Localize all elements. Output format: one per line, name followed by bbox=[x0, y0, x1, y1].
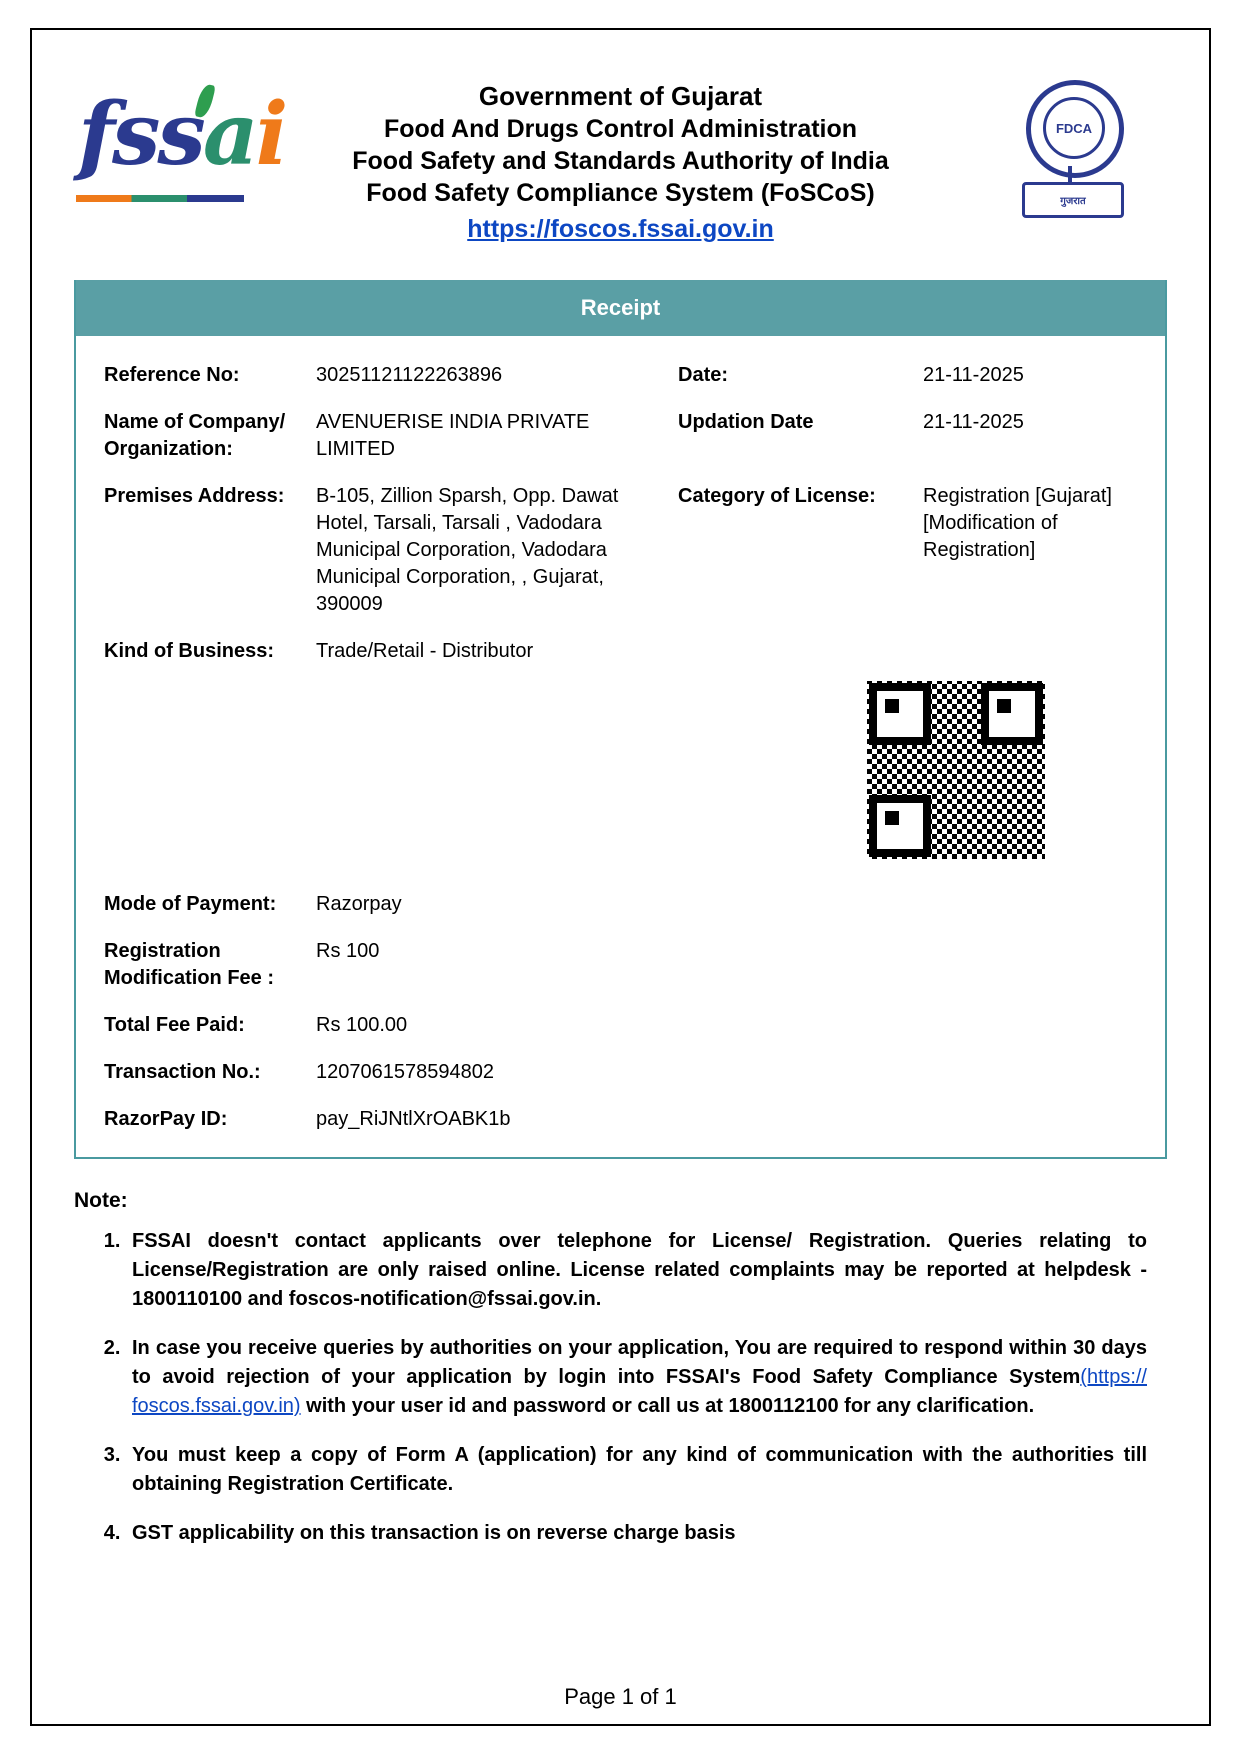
company-value: AVENUERISE INDIA PRIVATE LIMITED bbox=[316, 411, 590, 461]
gear-icon bbox=[1026, 80, 1124, 178]
mode-of-payment-value: Razorpay bbox=[316, 893, 402, 916]
note-item-2-tail: with your user id and password or call us at 1800112100 for any clarification. bbox=[306, 1395, 1035, 1418]
qr-row bbox=[76, 675, 1165, 881]
razorpay-id-value: pay_RiJNtlXrOABK1b bbox=[316, 1108, 511, 1131]
fssai-wordmark: fssai bbox=[78, 84, 286, 185]
fssai-logo-icon bbox=[76, 74, 286, 214]
fssai-logo-container bbox=[76, 68, 286, 214]
registration-modification-fee-value: Rs 100 bbox=[316, 940, 380, 963]
row-mode-of-payment bbox=[76, 881, 1165, 928]
reference-no-value: 30251121122263896 bbox=[316, 364, 503, 387]
header-titles bbox=[266, 68, 975, 244]
updation-date-label: Updation Date bbox=[678, 411, 814, 434]
note-heading: Note: bbox=[74, 1189, 128, 1213]
fdca-logo-container bbox=[975, 68, 1165, 218]
reference-no-label: Reference No: bbox=[104, 364, 240, 387]
company-label: Name of Company/ Organization: bbox=[104, 411, 286, 461]
registration-modification-fee-label: Registration Modification Fee : bbox=[104, 940, 274, 990]
foscos-inline-link[interactable]: (https:// foscos.fssai.gov.in) bbox=[132, 1366, 1147, 1418]
total-fee-paid-value: Rs 100.00 bbox=[316, 1014, 408, 1037]
transaction-no-label: Transaction No.: bbox=[104, 1061, 261, 1084]
receipt-card bbox=[74, 280, 1167, 1159]
note-item-3: 3. You must keep a copy of Form A (application) for any kind of communication with the authorities till obtaining Registration Certificate. bbox=[126, 1441, 1147, 1499]
notes-list bbox=[104, 1227, 1147, 1548]
tricolor-underline-icon bbox=[76, 195, 244, 202]
row-reference-no bbox=[76, 352, 1165, 399]
note-item-1: 1. FSSAI doesn't contact applicants over telephone for License/ Registration. Queries relating to License/Registration are only raised online. License related complaints may be reported at helpdesk - 1800110100 and foscos-notification@fssai.gov.in. bbox=[126, 1227, 1147, 1314]
receipt-details bbox=[76, 336, 1165, 1157]
header-line-2: Food And Drugs Control Administration bbox=[383, 115, 858, 144]
total-fee-paid-label: Total Fee Paid: bbox=[104, 1014, 245, 1037]
kind-of-business-label: Kind of Business: bbox=[104, 640, 275, 663]
qr-finder-top-right bbox=[981, 683, 1043, 745]
row-total-fee bbox=[76, 1002, 1165, 1049]
transaction-no-value: 1207061578594802 bbox=[316, 1061, 494, 1084]
header-line-3: Food Safety and Standards Authority of India bbox=[352, 147, 889, 176]
category-of-license-value: Registration [Gujarat] [Modification of Registration] bbox=[923, 485, 1112, 562]
receipt-title: Receipt bbox=[76, 280, 1165, 336]
header-line-1: Government of Gujarat bbox=[478, 81, 763, 111]
row-premises bbox=[76, 473, 1165, 628]
premises-address-label: Premises Address: bbox=[104, 485, 285, 508]
mode-of-payment-label: Mode of Payment: bbox=[104, 893, 277, 916]
fdca-logo-subtext: गुजरात bbox=[1022, 182, 1124, 218]
row-kind-of-business bbox=[76, 628, 1165, 675]
note-item-2 bbox=[126, 1334, 1147, 1421]
qr-finder-top-left bbox=[869, 683, 931, 745]
row-razorpay-id bbox=[76, 1096, 1165, 1143]
updation-date-value: 21-11-2025 bbox=[923, 411, 1024, 434]
row-company bbox=[76, 399, 1165, 473]
date-value: 21-11-2025 bbox=[923, 364, 1024, 387]
header-line-4: Food Safety Compliance System (FoSCoS) bbox=[366, 179, 875, 208]
qr-finder-bottom-left bbox=[869, 795, 931, 857]
note-item-2-text: In case you receive queries by authorities on your application, You are required to respond within 30 days to avoid rejection of your application by login into FSSAI's Food Safety Compliance System bbox=[132, 1337, 1147, 1389]
razorpay-id-label: RazorPay ID: bbox=[104, 1108, 228, 1131]
fdca-emblem-icon bbox=[1010, 78, 1130, 218]
page-border bbox=[30, 28, 1211, 1726]
date-label: Date: bbox=[678, 364, 729, 387]
category-of-license-label: Category of License: bbox=[678, 485, 876, 508]
qr-code-icon bbox=[867, 681, 1045, 859]
row-transaction-no bbox=[76, 1049, 1165, 1096]
row-registration-fee bbox=[76, 928, 1165, 1002]
note-item-4: 4. GST applicability on this transaction is on reverse charge basis bbox=[126, 1519, 1147, 1548]
kind-of-business-value: Trade/Retail - Distributor bbox=[316, 640, 534, 663]
fdca-logo-text: FDCA bbox=[1043, 97, 1105, 159]
page-footer: Page 1 of 1 bbox=[564, 1684, 677, 1709]
portal-url-link[interactable]: https://foscos.fssai.gov.in bbox=[467, 215, 774, 244]
document-header bbox=[70, 60, 1171, 244]
premises-address-value: B-105, Zillion Sparsh, Opp. Dawat Hotel, Tarsali, Tarsali , Vadodara Municipal Corporation, Vadodara Municipal Corporation, , Gujarat, 390009 bbox=[316, 485, 619, 616]
